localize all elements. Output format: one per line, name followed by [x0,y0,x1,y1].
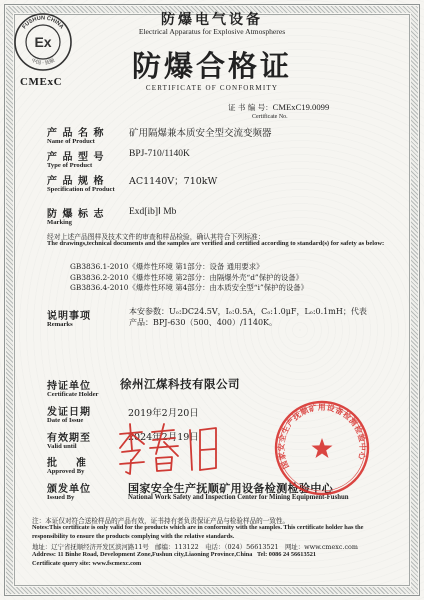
marking-label: 防 爆 标 志 [47,209,105,220]
issued-by-value-en: National Work Safety and Inspection Center for Mining Equipment-Fushun [128,494,349,501]
certificate-title-en: CERTIFICATE OF CONFORMITY [145,84,279,92]
product-name-value: 矿用隔爆兼本质安全型交流变频器 [129,128,272,139]
conformity-statement-en: The drawings,technical documents and the samples are verified and certified according to standard(s) for safety as below: [47,240,385,247]
logo-ring-text: FUSHUN CHINA [21,15,65,31]
issued-by-label-en: Issued By [47,494,75,501]
standard-item: GB3836.1-2010《爆炸性环境 第1部分：设备 通用要求》 [70,262,264,271]
logo-brand-text: CMExC [20,76,63,88]
logo-ex-mark: Ex [34,34,52,50]
footer-note-cn: 注：本证仅对符合送检样品的产品有效，证书持有者负责保证产品与检验样品的一致性。 [32,517,290,525]
remarks-label-en: Remarks [47,321,73,328]
issued-by-value-cn: 国家安全生产抚顺矿用设备检测检验中心 [128,482,334,495]
remarks-label: 说明事项 [47,311,91,322]
certificate-title-cn: 防爆合格证 [131,49,292,83]
product-name-label-en: Name of Product [47,138,95,145]
remarks-line: 产品：BPJ-630（500、400）/1140K。 [129,318,278,327]
official-stamp [272,398,372,498]
holder-value: 徐州江煤科技有限公司 [120,377,240,391]
holder-label: 持证单位 [47,381,91,392]
footer-query-site: Certificate query site: www.fscmexc.com [32,560,142,567]
product-type-value: BPJ-710/1140K [129,149,190,159]
marking-label-en: Marking [47,219,72,226]
certificate-number-label: 证 书 编 号： [228,103,273,112]
certificate-number: CMExC19.0099 [272,102,330,112]
footer-address-en: Address: 11 Binhe Road, Development Zone,Fushun city,Liaoning Province,China Tel: 0086 24 56613521 [32,551,317,558]
approved-by-label: 批 准 [47,458,87,469]
issue-date-label: 发证日期 [47,407,91,418]
issued-by-label: 颁发单位 [47,484,91,495]
approved-by-label-en: Approved By [47,468,85,475]
footer-note-en: Notes:This certificate is only valid for the products which are in conformity with the samples. This certificate holder has the responsibility to ensure the products complying with the relative standards. [32,524,364,540]
issue-date-label-en: Date of Issue [47,417,84,424]
product-spec-label: 产 品 规 格 [47,176,105,187]
product-type-label: 产 品 型 号 [47,152,105,163]
product-type-label-en: Type of Product [47,162,93,169]
stamp-ring-text: 国家安全生产抚顺矿用设备检测检验中心 [276,402,368,471]
standard-item: GB3836.2-2010《爆炸性环境 第2部分：由隔爆外壳“d”保护的设备》 [70,272,304,282]
issuer-title-cn: 防爆电气设备 [161,12,263,28]
valid-until-label-en: Valid until [47,443,77,450]
approver-signature [112,420,222,478]
conformity-statement-cn: 经对上述产品图样及技术文件的审查和样品检验，确认其符合下列标准： [47,233,265,241]
product-name-label: 产 品 名 称 [47,128,105,139]
star-icon [312,438,333,458]
product-spec-value: AC1140V；710kW [129,176,218,187]
footer-address-cn: 地址：辽宁省抚顺经济开发区滨河路11号 邮编：113122 电话：（024）56613521 网址：www.cmexc.com [32,543,358,551]
remarks-line: 本安参数：Uₒ:DC24.5V，Iₒ:0.5A，Cₒ:1.0μF，Lₒ:0.1mH；代表 [129,307,367,316]
product-spec-label-en: Specification of Product [47,186,115,193]
certificate-number-label-en: Certificate No. [252,114,288,120]
valid-until-value: 2024年2月19日 [128,432,199,443]
issuer-title-en: Electrical Apparatus for Explosive Atmospheres [138,27,286,36]
certificate-number-row [228,102,329,113]
logo-city-text: 中国 · 抚顺 [30,57,56,67]
valid-until-label: 有效期至 [47,433,91,444]
holder-label-en: Certificate Holder [47,391,99,398]
standard-item: GB3836.4-2010《爆炸性环境 第4部分：由本质安全型“i”保护的设备》 [70,283,309,292]
issue-date-value: 2019年2月20日 [128,408,199,419]
marking-value: Exd[ib]Ⅰ Mb [129,207,177,217]
